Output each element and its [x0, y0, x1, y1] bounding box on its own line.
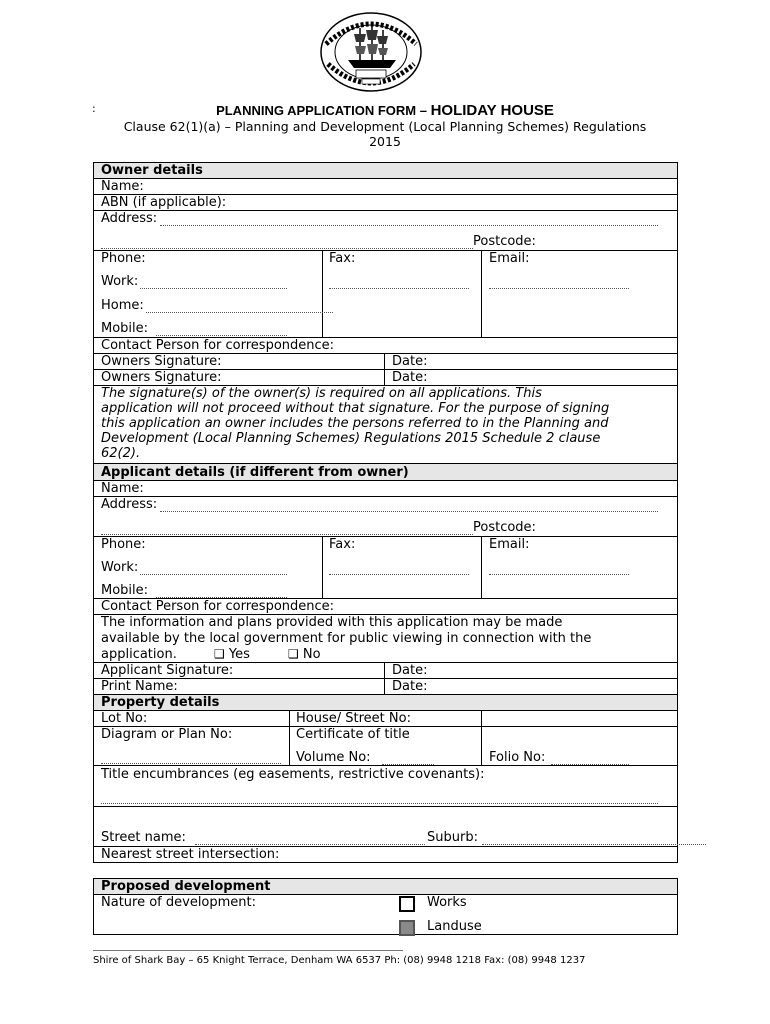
- owner-phone-label: Phone:: [101, 251, 146, 266]
- print-name-label: Print Name:: [101, 679, 178, 694]
- owner-signature-note-1: The signature(s) of the owner(s) is required on all applications. This: [101, 386, 542, 401]
- owner-postcode-label: Postcode:: [473, 234, 536, 249]
- clause-line-2: 2015: [369, 134, 401, 149]
- applicant-work-line[interactable]: [140, 574, 287, 575]
- shire-seal-logo: [318, 10, 424, 94]
- works-label: Works: [427, 895, 467, 910]
- applicant-name-label: Name:: [101, 481, 144, 496]
- title-encumbrances-label: Title encumbrances (eg easements, restrictive covenants):: [101, 767, 485, 782]
- suburb-line[interactable]: [482, 844, 706, 845]
- owner-work-label: Work:: [101, 274, 139, 289]
- applicant-email-line[interactable]: [489, 574, 629, 575]
- owner-address-line[interactable]: [160, 225, 658, 226]
- applicant-address-label: Address:: [101, 497, 158, 512]
- owner-mobile-line[interactable]: [156, 335, 287, 336]
- yes-checkbox-icon[interactable]: ❑: [214, 647, 225, 661]
- folio-no-label: Folio No:: [489, 750, 546, 765]
- form-title-prefix: PLANNING APPLICATION FORM –: [216, 103, 431, 118]
- public-viewing-no-option[interactable]: [288, 647, 321, 662]
- no-label: No: [302, 647, 321, 662]
- form-title: [0, 103, 770, 118]
- volume-no-line[interactable]: [382, 764, 434, 765]
- street-name-label: Street name:: [101, 830, 186, 845]
- yes-label: Yes: [228, 647, 250, 662]
- title-encumbrances-line[interactable]: [101, 803, 658, 804]
- folio-no-line[interactable]: [551, 764, 629, 765]
- form-title-holiday-house: HOLIDAY HOUSE: [430, 102, 554, 119]
- owner-date-label-1: Date:: [392, 354, 428, 369]
- applicant-date-label-2: Date:: [392, 679, 428, 694]
- proposed-development-heading: Proposed development: [101, 879, 271, 894]
- owner-signature-note-3: this application an owner includes the persons referred to in the Planning and: [101, 416, 609, 431]
- owner-signature-label-1: Owners Signature:: [101, 354, 222, 369]
- public-viewing-note-2: available by the local government for public viewing in connection with the: [101, 631, 592, 646]
- owner-work-line[interactable]: [140, 288, 287, 289]
- owner-signature-note-4: Development (Local Planning Schemes) Regulations 2015 Schedule 2 clause: [101, 431, 601, 446]
- footer-contact: Shire of Shark Bay – 65 Knight Terrace, Denham WA 6537 Ph: (08) 9948 1218 Fax: (08) 9948 1237: [93, 955, 586, 966]
- owner-mobile-label: Mobile:: [101, 321, 149, 336]
- applicant-signature-label: Applicant Signature:: [101, 663, 234, 678]
- applicant-mobile-line[interactable]: [156, 597, 287, 598]
- applicant-fax-label: Fax:: [329, 537, 356, 552]
- clause-line-1: Clause 62(1)(a) – Planning and Development (Local Planning Schemes) Regulations: [123, 119, 647, 134]
- nature-of-development-label: Nature of development:: [101, 895, 257, 910]
- lot-no-label: Lot No:: [101, 711, 148, 726]
- owner-home-label: Home:: [101, 298, 144, 313]
- works-checkbox[interactable]: [399, 896, 415, 912]
- applicant-postcode-label: Postcode:: [473, 520, 536, 535]
- applicant-phone-label: Phone:: [101, 537, 146, 552]
- applicant-address-line[interactable]: [160, 511, 658, 512]
- landuse-checkbox[interactable]: [399, 920, 415, 936]
- owner-contact-label: Contact Person for correspondence:: [101, 338, 335, 353]
- public-viewing-note-1: The information and plans provided with this application may be made: [101, 615, 563, 630]
- no-checkbox-icon[interactable]: ❑: [288, 647, 299, 661]
- stray-mark: :: [92, 102, 96, 115]
- landuse-label: Landuse: [427, 919, 482, 934]
- applicant-fax-line[interactable]: [329, 574, 469, 575]
- applicant-mobile-label: Mobile:: [101, 583, 149, 598]
- owner-fax-line[interactable]: [329, 288, 469, 289]
- footer-rule: [93, 950, 403, 951]
- owner-signature-label-2: Owners Signature:: [101, 370, 222, 385]
- property-details-heading: Property details: [101, 695, 220, 710]
- applicant-work-label: Work:: [101, 560, 139, 575]
- owner-name-label: Name:: [101, 179, 144, 194]
- owner-details-heading: Owner details: [101, 163, 203, 178]
- diagram-plan-no-line[interactable]: [101, 763, 281, 764]
- applicant-details-heading: Applicant details (if different from owner): [101, 465, 409, 480]
- nearest-intersection-label: Nearest street intersection:: [101, 847, 280, 862]
- suburb-label: Suburb:: [427, 830, 478, 845]
- volume-no-label: Volume No:: [296, 750, 371, 765]
- applicant-address-line-2[interactable]: [101, 534, 473, 535]
- owner-email-label: Email:: [489, 251, 530, 266]
- owner-address-line-2[interactable]: [101, 248, 473, 249]
- diagram-plan-no-label: Diagram or Plan No:: [101, 727, 233, 742]
- applicant-date-label-1: Date:: [392, 663, 428, 678]
- owner-home-line[interactable]: [146, 312, 333, 313]
- owner-date-label-2: Date:: [392, 370, 428, 385]
- applicant-email-label: Email:: [489, 537, 530, 552]
- public-viewing-yes-option[interactable]: [214, 647, 250, 662]
- applicant-contact-label: Contact Person for correspondence:: [101, 599, 335, 614]
- owner-signature-note-5: 62(2).: [101, 446, 141, 461]
- street-name-line[interactable]: [195, 844, 425, 845]
- owner-abn-label: ABN (if applicable):: [101, 195, 227, 210]
- owner-address-label: Address:: [101, 211, 158, 226]
- public-viewing-note-3: application.: [101, 647, 177, 662]
- house-street-no-label: House/ Street No:: [296, 711, 411, 726]
- owner-signature-note-2: application will not proceed without that signature. For the purpose of signing: [101, 401, 610, 416]
- owner-fax-label: Fax:: [329, 251, 356, 266]
- certificate-of-title-label: Certificate of title: [296, 727, 410, 742]
- owner-email-line[interactable]: [489, 288, 629, 289]
